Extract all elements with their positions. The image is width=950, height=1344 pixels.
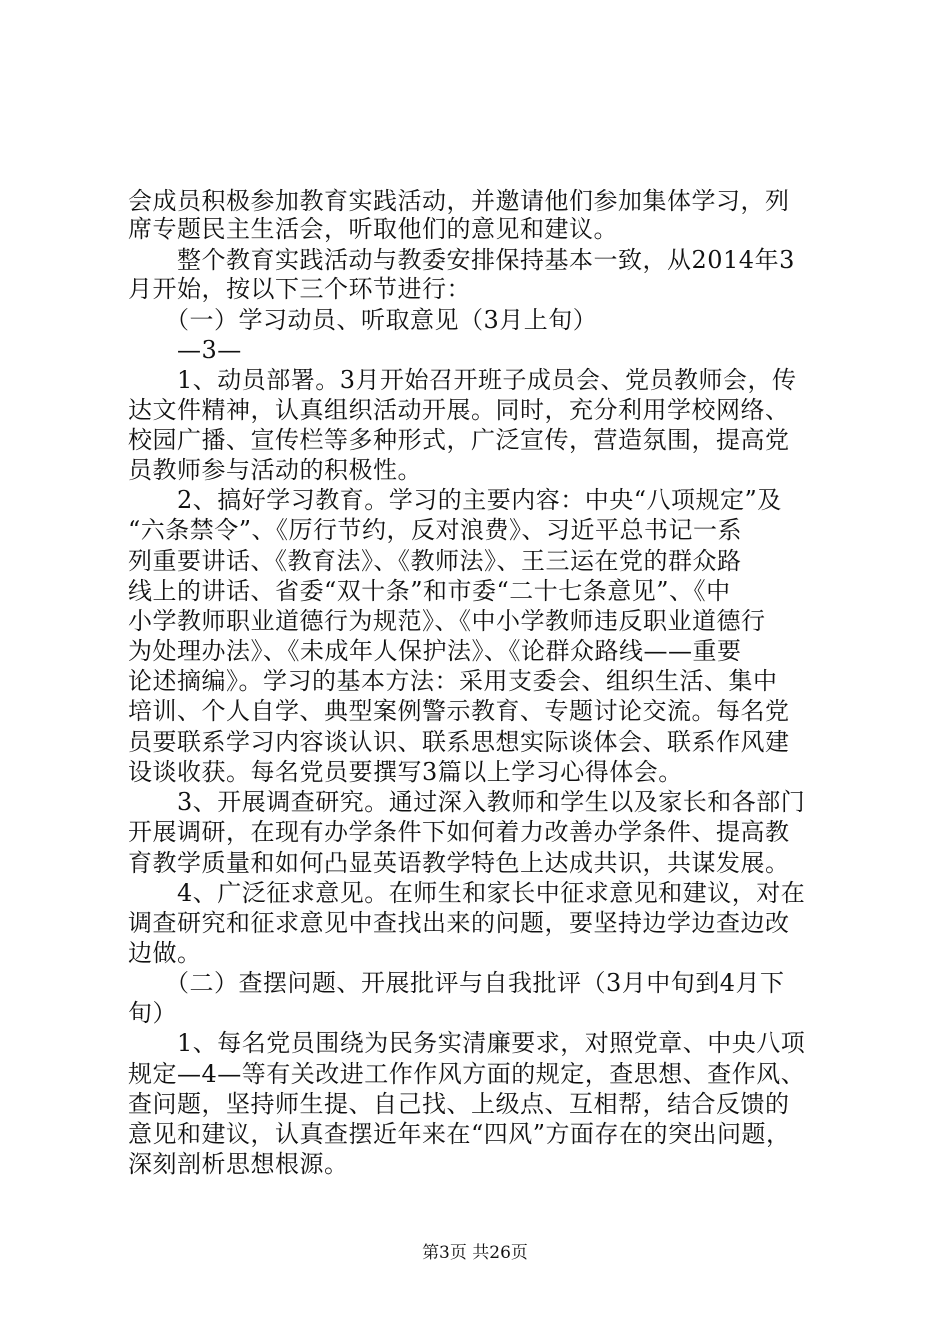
text-line: 2、搞好学习教育。学习的主要内容：中央“八项规定”及 [128, 486, 782, 514]
page-footer: 第3页 共26页 [422, 1243, 528, 1263]
text-line: （一）学习动员、听取意见（3月上旬） [128, 306, 598, 334]
text-line: 为处理办法》、《未成年人保护法》、《论群众路线——重要 [128, 637, 742, 665]
text-line: —3— [128, 336, 242, 364]
text-line: 边做。 [128, 939, 202, 967]
text-line: 意见和建议，认真查摆近年来在“四风”方面存在的突出问题， [128, 1120, 791, 1148]
text-line: 论述摘编》。学习的基本方法：采用支委会、组织生活、集中 [128, 667, 778, 695]
text-line: 席专题民主生活会，听取他们的意见和建议。 [128, 215, 618, 243]
text-line: 规定—4—等有关改进工作作风方面的规定，查思想、查作风、 [128, 1060, 806, 1088]
text-line: 培训、个人自学、典型案例警示教育、专题讨论交流。每名党 [128, 697, 790, 725]
text-line: “六条禁令”、《厉行节约，反对浪费》、习近平总书记一系 [128, 516, 743, 544]
text-line: 查问题，坚持师生提、自己找、上级点、互相帮，结合反馈的 [128, 1090, 790, 1118]
text-line: 设谈收获。每名党员要撰写3篇以上学习心得体会。 [128, 758, 683, 786]
text-line: 员要联系学习内容谈认识、联系思想实际谈体会、联系作风建 [128, 728, 790, 756]
text-line: 列重要讲话、《教育法》、《教师法》、王三运在党的群众路 [128, 547, 742, 575]
text-line: 1、每名党员围绕为民务实清廉要求，对照党章、中央八项 [128, 1029, 806, 1057]
text-line: 3、开展调查研究。通过深入教师和学生以及家长和各部门 [128, 788, 806, 816]
text-line: 调查研究和征求意见中查找出来的问题，要坚持边学边查边改 [128, 909, 790, 937]
text-line: 开展调研，在现有办学条件下如何着力改善办学条件、提高教 [128, 818, 790, 846]
text-line: 线上的讲话、省委“双十条”和市委“二十七条意见”、《中 [128, 577, 731, 605]
text-line: （二）查摆问题、开展批评与自我批评（3月中旬到4月下 [128, 969, 785, 997]
text-line: 4、广泛征求意见。在师生和家长中征求意见和建议，对在 [128, 879, 806, 907]
text-line: 会成员积极参加教育实践活动，并邀请他们参加集体学习，列 [128, 187, 790, 215]
text-line: 校园广播、宣传栏等多种形式，广泛宣传，营造氛围，提高党 [128, 426, 790, 454]
text-line: 达文件精神，认真组织活动开展。同时，充分利用学校网络、 [128, 396, 790, 424]
text-line: 旬） [128, 999, 177, 1027]
text-line: 深刻剖析思想根源。 [128, 1150, 349, 1178]
text-line: 整个教育实践活动与教委安排保持基本一致，从2014年3 [128, 246, 795, 274]
text-line: 小学教师职业道德行为规范》、《中小学教师违反职业道德行 [128, 607, 766, 635]
text-line: 育教学质量和如何凸显英语教学特色上达成共识，共谋发展。 [128, 849, 790, 877]
text-line: 1、动员部署。3月开始召开班子成员会、党员教师会，传 [128, 366, 797, 394]
text-line: 月开始，按以下三个环节进行： [128, 275, 471, 303]
text-line: 员教师参与活动的积极性。 [128, 456, 422, 484]
